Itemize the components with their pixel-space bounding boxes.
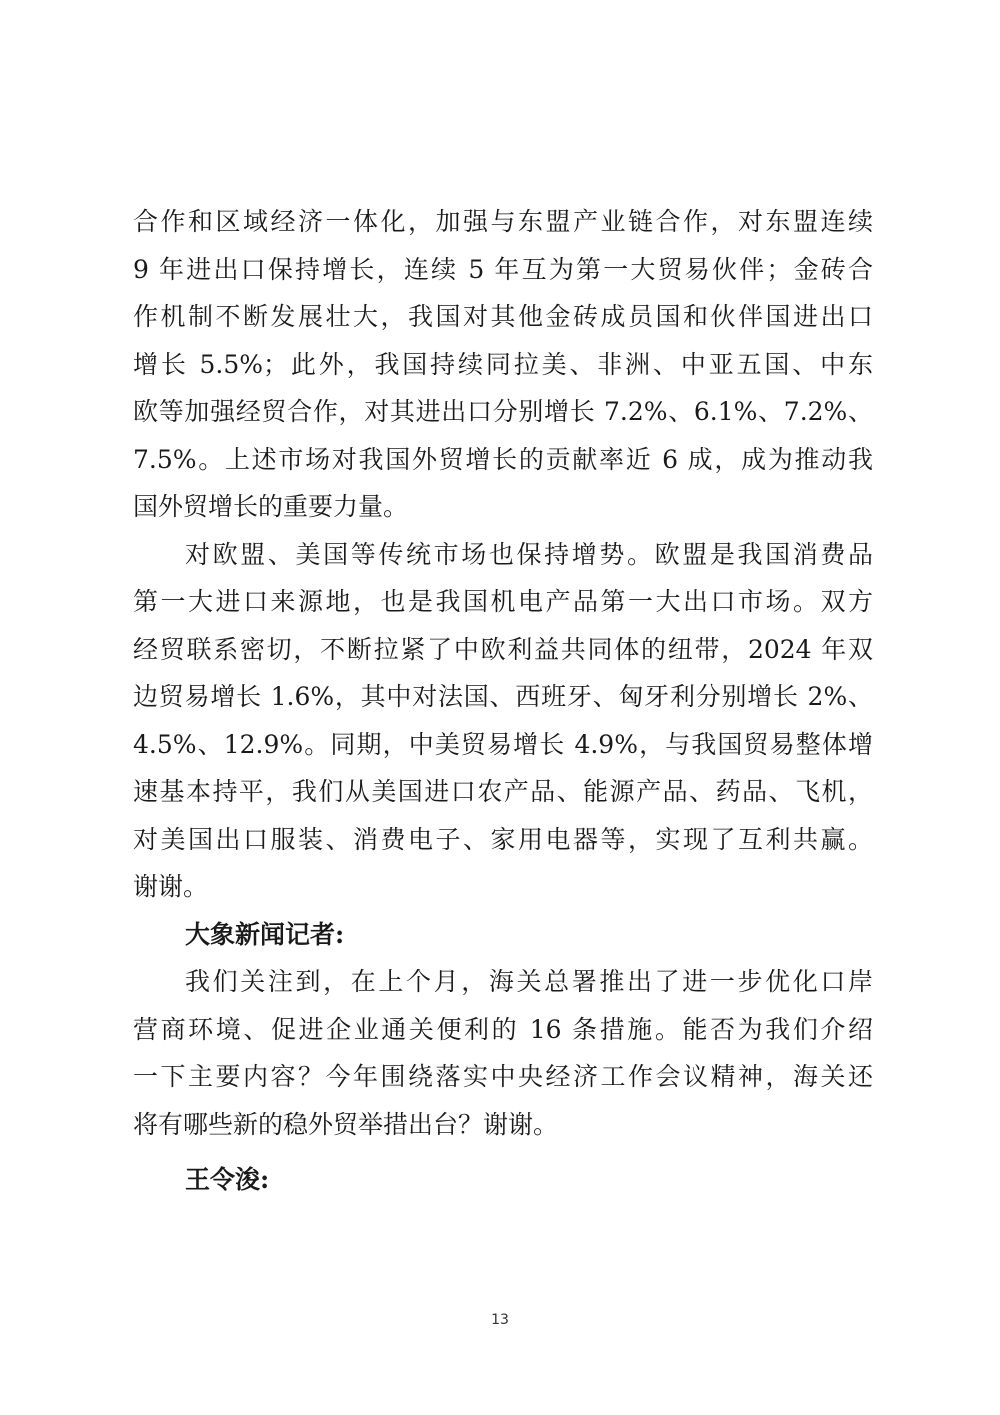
speaker-name: 王令浚: [185,1165,270,1194]
paragraph-1 [133,198,873,531]
paragraph-line: 合作和区域经济一体化，加强与东盟产业链合作，对东盟连续 [133,207,873,236]
paragraph-line: 对美国出口服装、消费电子、家用电器等，实现了互利共赢。 [133,824,873,854]
paragraph-2 [133,531,873,911]
page-number: 13 [491,1312,509,1328]
paragraph-line: 4.5%、12.9%。同期，中美贸易增长 4.9%，与我国贸易整体增 [133,729,873,759]
paragraph-4 [133,1156,873,1204]
paragraph-line: 营商环境、促进企业通关便利的 16 条措施。能否为我们介绍 [133,1014,873,1044]
spacer [133,1148,873,1156]
paragraph-line: 对欧盟、美国等传统市场也保持增势。欧盟是我国消费品 [185,539,873,569]
paragraph-line: 我们关注到，在上个月，海关总署推出了进一步优化口岸 [185,967,873,996]
paragraph-line: 边贸易增长 1.6%，其中对法国、西班牙、匈牙利分别增长 2%、 [133,682,873,711]
paragraph-line: 作机制不断发展壮大，我国对其他金砖成员国和伙伴国进出口 [133,302,873,331]
paragraph-line: 欧等加强经贸合作，对其进出口分别增长 7.2%、6.1%、7.2%、 [133,397,873,426]
body-text [133,198,873,1204]
paragraph-line: 7.5%。上述市场对我国外贸增长的贡献率近 6 成，成为推动我 [133,444,873,474]
speaker-name: 大象新闻记者: [185,919,345,949]
paragraph-3 [133,911,873,1149]
paragraph-line: 第一大进口来源地，也是我国机电产品第一大出口市场。双方 [133,587,873,616]
paragraph-line: 增长 5.5%；此外，我国持续同拉美、非洲、中亚五国、中东 [133,349,873,379]
paragraph-line: 将有哪些新的稳外贸举措出台？谢谢。 [133,1109,559,1139]
paragraph-line: 经贸联系密切，不断拉紧了中欧利益共同体的纽带，2024 年双 [133,634,873,664]
paragraph-line: 速基本持平，我们从美国进口农产品、能源产品、药品、飞机， [133,777,873,806]
paragraph-line: 谢谢。 [133,872,209,901]
paragraph-line: 国外贸增长的重要力量。 [133,492,409,521]
paragraph-line: 9 年进出口保持增长，连续 5 年互为第一大贸易伙伴；金砖合 [133,254,873,284]
paragraph-line: 一下主要内容？今年围绕落实中央经济工作会议精神，海关还 [133,1062,873,1091]
